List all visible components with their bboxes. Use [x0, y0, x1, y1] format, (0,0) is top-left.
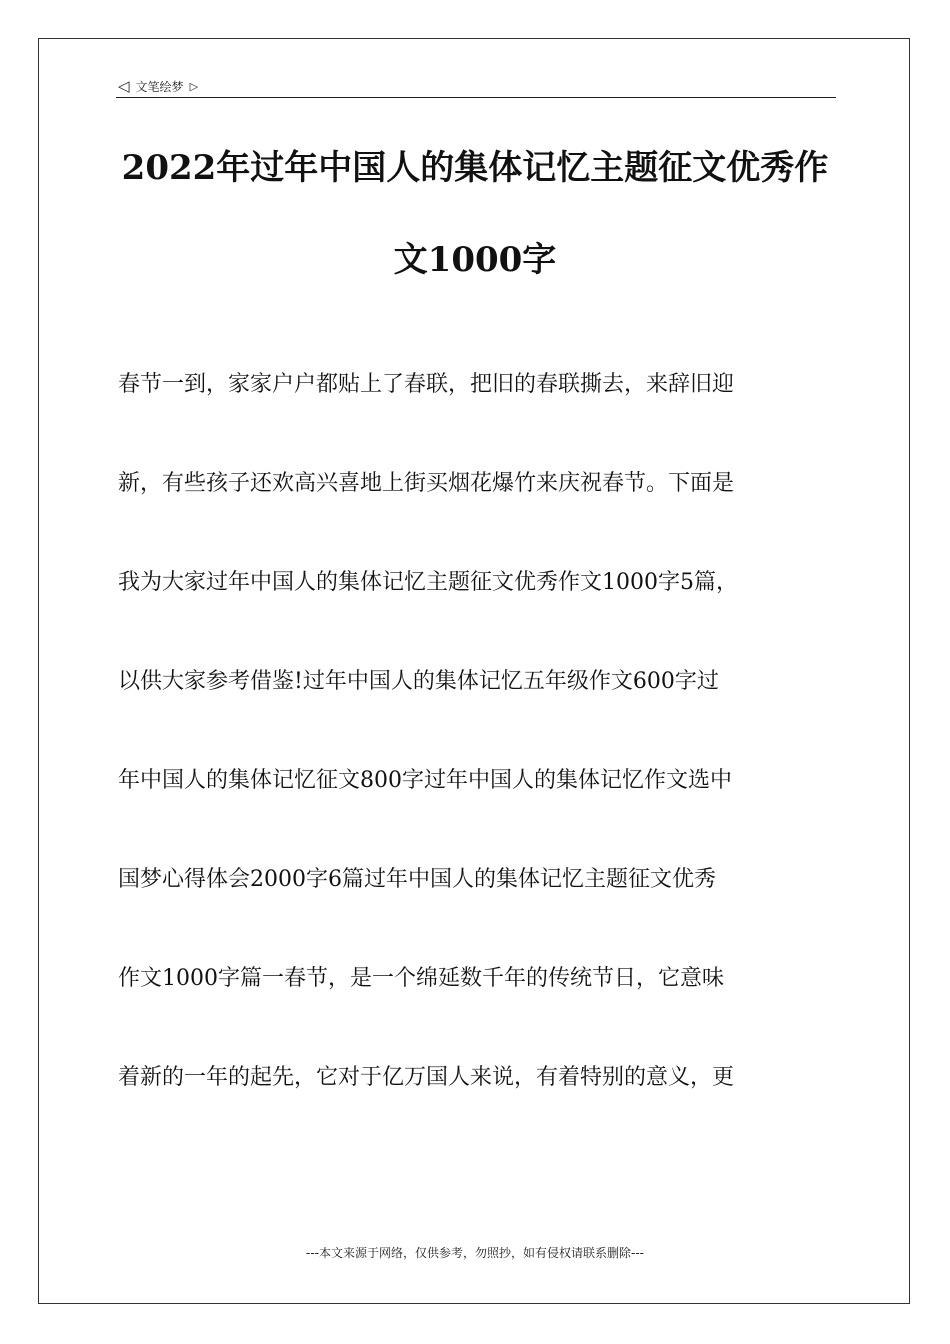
- body-line-2: 新，有些孩子还欢高兴喜地上街买烟花爆竹来庆祝春节。下面是: [118, 471, 735, 496]
- body-line-3: 我为大家过年中国人的集体记忆主题征文优秀作文1000字5篇，: [118, 570, 738, 595]
- page-header: [118, 74, 836, 98]
- body-line-6: 国梦心得体会2000字6篇过年中国人的集体记忆主题征文优秀: [118, 867, 716, 892]
- title-line-2: 文1000字: [393, 240, 557, 280]
- header-brand: 文笔绘梦: [135, 79, 184, 94]
- triangle-right-icon: ▷: [189, 79, 199, 93]
- header-divider: [116, 97, 836, 98]
- body-line-7: 作文1000字篇一春节，是一个绵延数千年的传统节日，它意味: [118, 966, 724, 991]
- body-line-1: 春节一到，家家户户都贴上了春联，把旧的春联撕去，来辞旧迎: [118, 372, 735, 397]
- body-line-4: 以供大家参考借鉴!过年中国人的集体记忆五年级作文600字过: [118, 669, 719, 694]
- body-line-8: 着新的一年的起先，它对于亿万国人来说，有着特别的意义，更: [118, 1065, 735, 1090]
- title-line-1: 2022年过年中国人的集体记忆主题征文优秀作: [121, 148, 829, 188]
- triangle-left-icon: ◁: [118, 76, 130, 95]
- document-body: [118, 355, 838, 1147]
- body-line-5: 年中国人的集体记忆征文800字过年中国人的集体记忆作文选中: [118, 768, 732, 793]
- document-title: [100, 122, 850, 306]
- page-footer: ---本文来源于网络，仅供参考，勿照抄，如有侵权请联系删除---: [306, 1246, 644, 1260]
